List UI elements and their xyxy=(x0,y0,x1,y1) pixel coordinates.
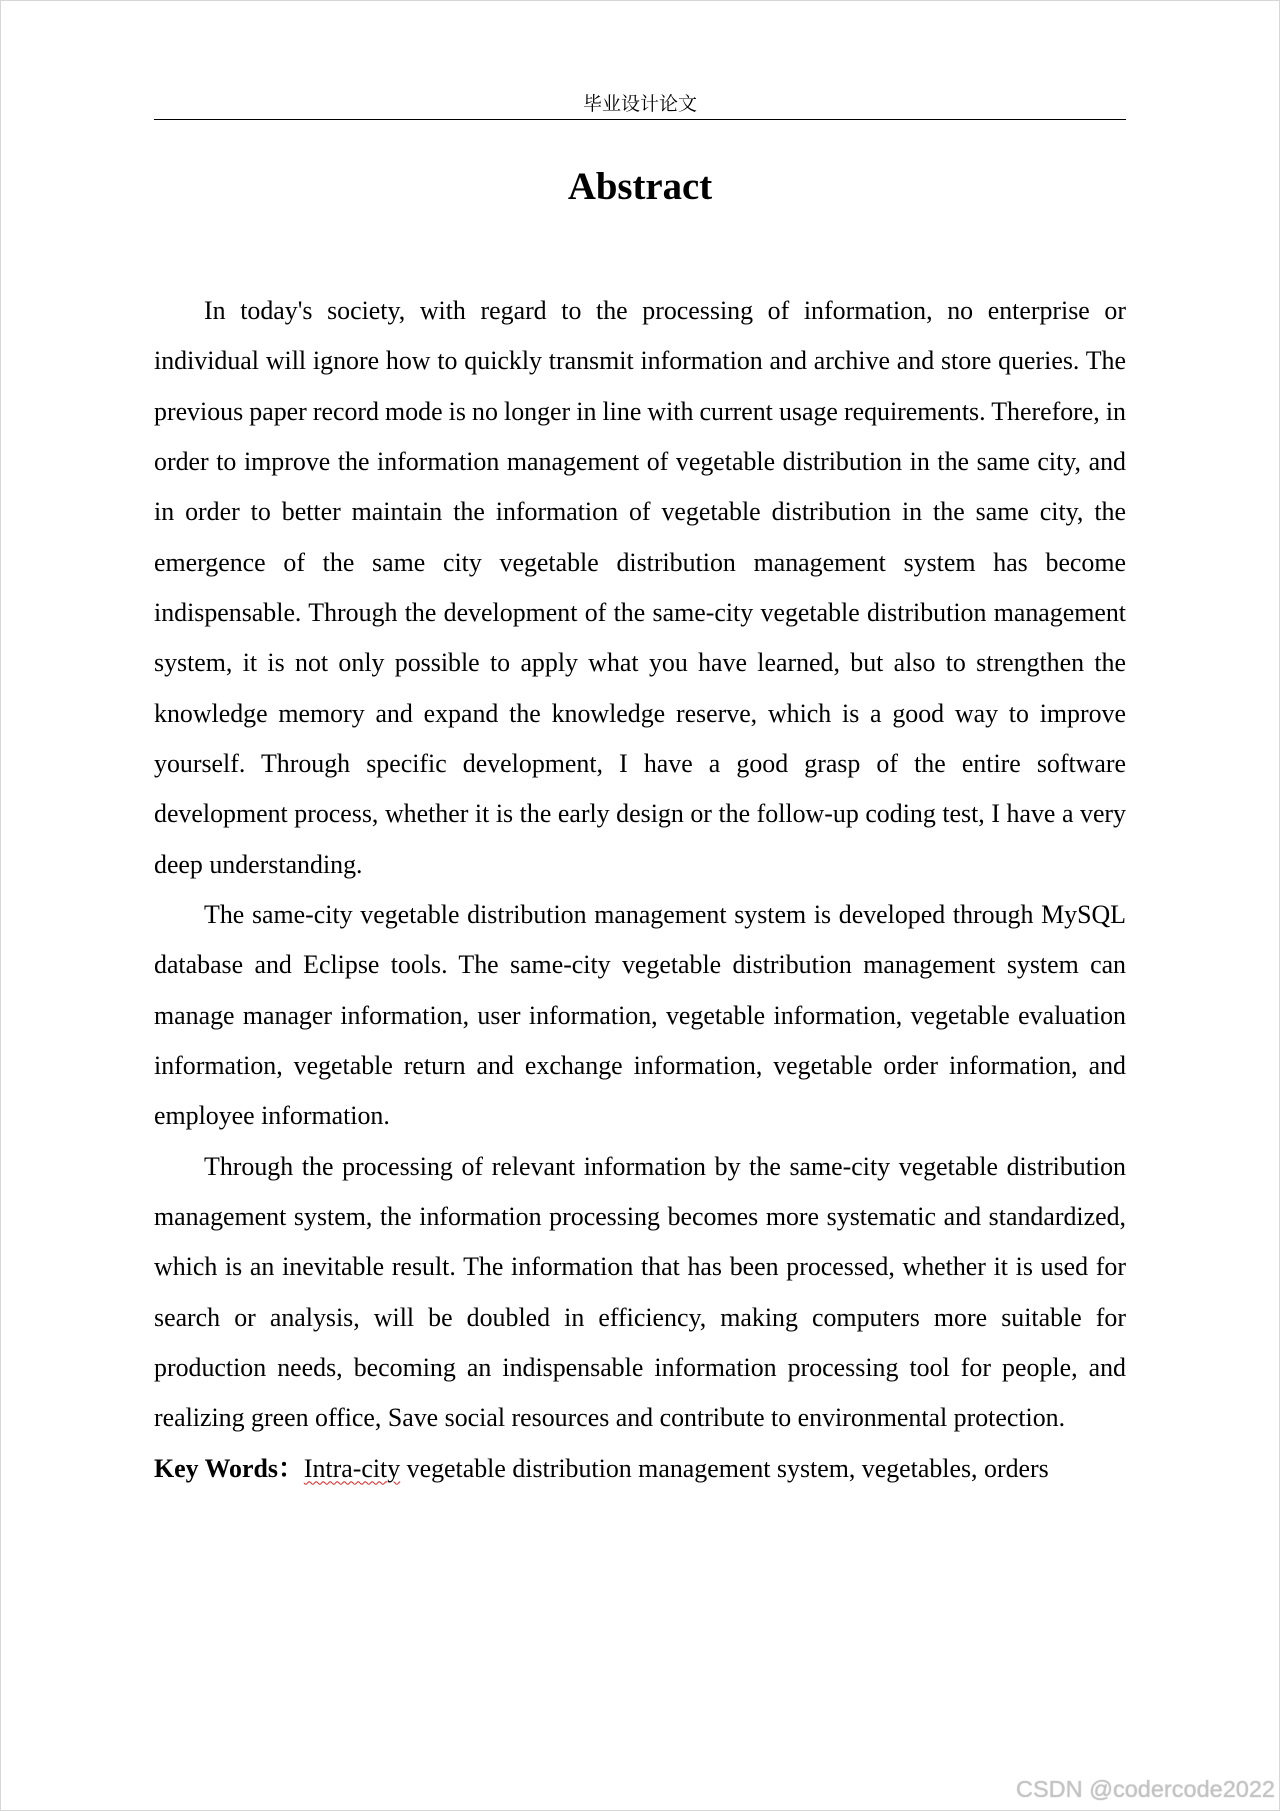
text-line xyxy=(154,1192,1126,1242)
text-line-content: manage manager information, user information, vegetable information, vegetable evaluation xyxy=(154,1000,1126,1030)
keywords-line xyxy=(154,1444,1126,1494)
text-line-content: order to improve the information management of vegetable distribution in the same city, and xyxy=(154,446,1126,476)
text-line xyxy=(154,487,1126,537)
abstract-title: Abstract xyxy=(567,165,713,208)
text-line-content: realizing green office, Save social resources and contribute to environmental protection. xyxy=(154,1403,1066,1433)
text-line xyxy=(154,1091,1126,1141)
text-line xyxy=(154,739,1126,789)
text-line-content: emergence of the same city vegetable distribution management system has become xyxy=(154,547,1126,577)
text-line-content: Through the processing of relevant information by the same-city vegetable distribution xyxy=(204,1151,1126,1181)
abstract-paragraph xyxy=(154,1142,1126,1444)
text-line-content: development process, whether it is the early design or the follow-up coding test, I have a very xyxy=(154,799,1126,829)
text-line xyxy=(154,789,1126,839)
keywords-text: vegetable distribution management system, vegetables, orders xyxy=(400,1453,1049,1483)
text-line-content: production needs, becoming an indispensable information processing tool for people, and xyxy=(154,1352,1126,1382)
text-line xyxy=(154,940,1126,990)
watermark: CSDN @codercode2022 xyxy=(1016,1776,1275,1802)
header-rule xyxy=(154,119,1126,120)
spellcheck-flagged-word: Intra-city xyxy=(303,1453,401,1483)
text-line-content: employee information. xyxy=(154,1101,390,1131)
text-line-content: information, vegetable return and exchange information, vegetable order information, and xyxy=(154,1050,1126,1080)
keywords-label: Key Words： xyxy=(154,1453,304,1483)
text-line-content: management system, the information processing becomes more systematic and standardized, xyxy=(154,1201,1126,1231)
text-line-content: search or analysis, will be doubled in efficiency, making computers more suitable for xyxy=(154,1302,1126,1332)
text-line-content: which is an inevitable result. The information that has been processed, whether it is used for xyxy=(154,1252,1126,1282)
text-line xyxy=(154,1242,1126,1292)
text-line-content: deep understanding. xyxy=(154,849,363,879)
text-line-content: indispensable. Through the development of the same-city vegetable distribution management xyxy=(154,597,1126,627)
text-line xyxy=(154,437,1126,487)
header-title: 毕业设计论文 xyxy=(582,93,697,115)
text-line xyxy=(154,991,1126,1041)
text-line-content: previous paper record mode is no longer in line with current usage requirements. Therefore, in xyxy=(154,396,1126,426)
text-line xyxy=(154,1393,1126,1443)
text-line-content: system, it is not only possible to apply what you have learned, but also to strengthen the xyxy=(154,648,1126,678)
abstract-paragraph xyxy=(154,286,1126,890)
text-line-content: yourself. Through specific development, I have a good grasp of the entire software xyxy=(154,748,1126,778)
text-line xyxy=(154,1293,1126,1343)
abstract-body xyxy=(154,286,1126,1494)
text-line-content: database and Eclipse tools. The same-city vegetable distribution management system can xyxy=(154,950,1126,980)
text-line xyxy=(154,890,1126,940)
text-line xyxy=(154,840,1126,890)
text-line xyxy=(154,1041,1126,1091)
text-line-content: In today's society, with regard to the processing of information, no enterprise or xyxy=(204,296,1126,325)
text-line-content: The same-city vegetable distribution management system is developed through MySQL xyxy=(204,899,1126,929)
text-line xyxy=(154,638,1126,688)
text-line-content: knowledge memory and expand the knowledge reserve, which is a good way to improve xyxy=(154,698,1126,728)
text-line xyxy=(154,1142,1126,1192)
text-line xyxy=(154,538,1126,588)
text-line xyxy=(154,588,1126,638)
text-line-content: in order to better maintain the information of vegetable distribution in the same city, the xyxy=(154,497,1126,527)
text-line xyxy=(154,689,1126,739)
abstract-paragraph xyxy=(154,890,1126,1142)
text-line-content: individual will ignore how to quickly transmit information and archive and store queries. The xyxy=(154,346,1126,376)
text-line xyxy=(154,286,1126,336)
text-line xyxy=(154,1343,1126,1393)
text-line xyxy=(154,387,1126,437)
text-line xyxy=(154,336,1126,386)
